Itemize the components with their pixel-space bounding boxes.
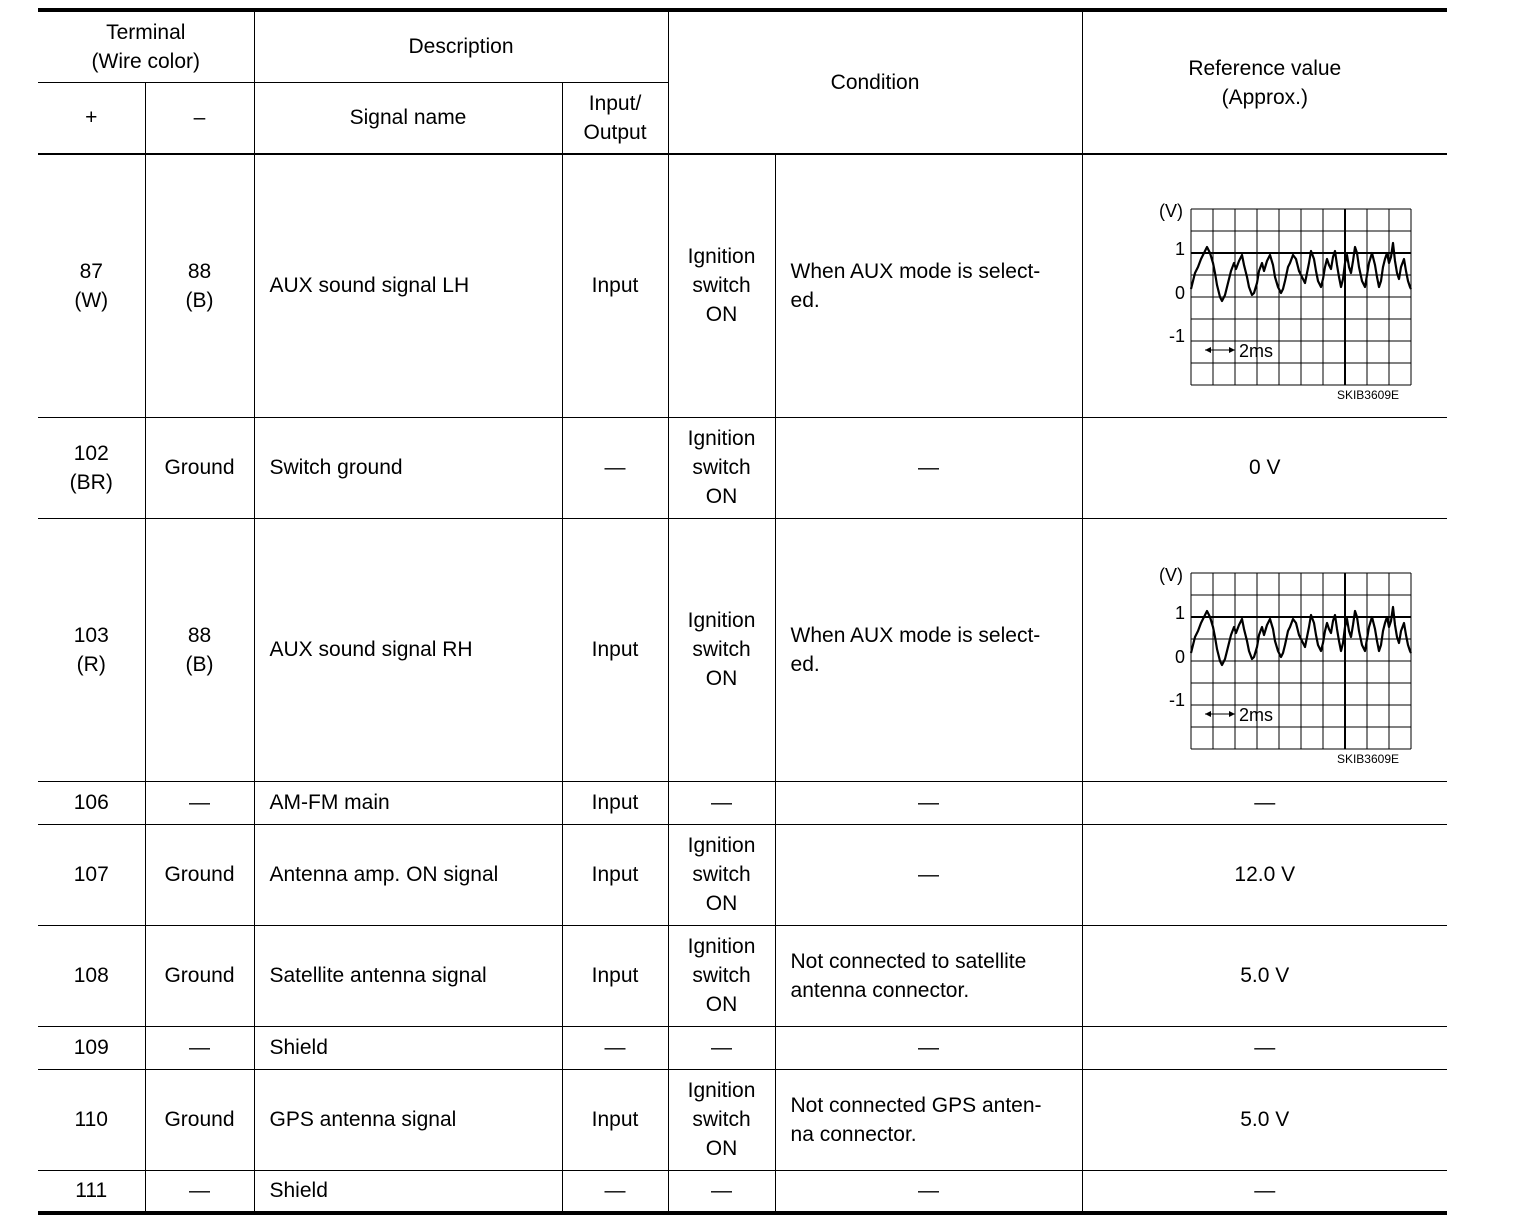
input-output: Input [562, 925, 668, 1026]
condition-line: When AUX mode is select- [790, 259, 1041, 283]
condition-line: switch [692, 1108, 751, 1131]
reference-value: — [1082, 781, 1447, 824]
condition-line: antenna connector. [790, 978, 970, 1002]
condition-line: Ignition [687, 427, 756, 450]
condition-detail: — [775, 1026, 1082, 1069]
input-output: Input [562, 154, 668, 417]
reference-value: 5.0 V [1082, 925, 1447, 1026]
minus-header: – [145, 82, 254, 154]
wire-color: (BR) [69, 470, 113, 494]
reference-value-label: Reference value [1188, 56, 1342, 80]
condition-line: ed. [790, 288, 820, 312]
condition-line: na connector. [790, 1122, 917, 1146]
signal-name: Antenna amp. ON signal [254, 824, 562, 925]
arrow-right-icon [1229, 347, 1235, 353]
arrow-right-icon [1229, 711, 1235, 717]
reference-value: 5.0 V [1082, 1069, 1447, 1170]
terminal-number: 103 [73, 623, 109, 647]
terminal-minus: — [145, 1026, 254, 1069]
condition-line: ON [705, 892, 738, 915]
input-output: Input [562, 824, 668, 925]
condition-line: When AUX mode is select- [790, 623, 1041, 647]
terminal-plus [38, 154, 145, 417]
terminal-plus: 110 [38, 1069, 145, 1170]
terminal-plus: 108 [38, 925, 145, 1026]
table-row [38, 154, 1447, 417]
period-label: 2ms [1238, 705, 1273, 725]
condition-line: ON [705, 1137, 738, 1160]
y-tick-label: 1 [1174, 239, 1185, 260]
reference-value: — [1082, 1170, 1447, 1213]
terminal-number: 88 [187, 623, 212, 647]
terminal-minus: Ground [145, 925, 254, 1026]
condition-header: Condition [668, 10, 1082, 154]
condition-detail [775, 925, 1082, 1026]
condition-switch: — [668, 1026, 775, 1069]
condition-line: switch [692, 964, 751, 987]
condition-line: Ignition [687, 245, 756, 269]
terminal-minus: Ground [145, 417, 254, 518]
plus-header: + [38, 82, 145, 154]
condition-switch: — [668, 1170, 775, 1213]
condition-line: ON [705, 667, 738, 690]
terminal-minus: Ground [145, 1069, 254, 1170]
reference-value [1082, 154, 1447, 417]
condition-line: Not connected to satellite [790, 949, 1027, 973]
condition-line: Ignition [687, 609, 756, 632]
condition-line: Ignition [687, 935, 756, 958]
condition-detail [775, 154, 1082, 417]
wire-color: (B) [185, 652, 214, 676]
table-row [38, 1170, 1447, 1213]
condition-line: Ignition [687, 1079, 756, 1102]
input-output: Input [562, 781, 668, 824]
description-header: Description [254, 10, 668, 82]
condition-line: switch [692, 863, 751, 886]
condition-switch [668, 925, 775, 1026]
y-unit-label: (V) [1158, 565, 1183, 585]
signal-name-header: Signal name [254, 82, 562, 154]
table-row [38, 824, 1447, 925]
wire-color: (B) [185, 288, 214, 312]
output-label: Output [583, 120, 647, 144]
signal-name: GPS antenna signal [254, 1069, 562, 1170]
input-output: Input [562, 518, 668, 781]
condition-detail: — [775, 1170, 1082, 1213]
condition-line: ON [705, 303, 738, 327]
condition-line: Not connected GPS anten- [790, 1093, 1042, 1117]
table-row [38, 925, 1447, 1026]
arrow-left-icon [1205, 347, 1211, 353]
table-row [38, 1069, 1447, 1170]
period-label: 2ms [1238, 341, 1273, 362]
condition-detail: — [775, 417, 1082, 518]
signal-name: Switch ground [254, 417, 562, 518]
signal-name: AUX sound signal RH [254, 518, 562, 781]
condition-line: switch [692, 456, 751, 479]
input-output-header [562, 82, 668, 154]
reference-value [1082, 518, 1447, 781]
wire-color: (R) [76, 652, 106, 676]
table-row [38, 417, 1447, 518]
condition-switch: — [668, 781, 775, 824]
condition-line: switch [692, 274, 751, 298]
terminal-plus: 109 [38, 1026, 145, 1069]
reference-value: 12.0 V [1082, 824, 1447, 925]
waveform-graph [1115, 163, 1415, 408]
condition-line: ON [705, 485, 738, 508]
y-tick-label: -1 [1168, 690, 1185, 710]
y-tick-label: 1 [1174, 603, 1185, 623]
terminal-plus: 111 [38, 1170, 145, 1213]
table-row [38, 1026, 1447, 1069]
signal-name: AUX sound signal LH [254, 154, 562, 417]
signal-name: Satellite antenna signal [254, 925, 562, 1026]
condition-switch [668, 417, 775, 518]
terminal-label: Terminal [106, 20, 186, 44]
condition-switch [668, 1069, 775, 1170]
reference-value: — [1082, 1026, 1447, 1069]
condition-line: switch [692, 638, 751, 661]
condition-switch [668, 824, 775, 925]
terminal-plus [38, 417, 145, 518]
terminal-number: 102 [73, 441, 109, 465]
signal-name: AM-FM main [254, 781, 562, 824]
signal-name: Shield [254, 1170, 562, 1213]
terminal-plus [38, 518, 145, 781]
condition-detail: — [775, 824, 1082, 925]
input-output: — [562, 1026, 668, 1069]
y-tick-label: 0 [1174, 283, 1185, 304]
figure-id: SKIB3609E [1336, 752, 1399, 766]
terminal-minus [145, 154, 254, 417]
y-tick-label: 0 [1174, 647, 1185, 667]
condition-line: Ignition [687, 834, 756, 857]
terminal-reference-table [38, 8, 1447, 1215]
y-tick-label: -1 [1168, 326, 1185, 347]
arrow-left-icon [1205, 711, 1211, 717]
condition-line: ON [705, 993, 738, 1016]
terminal-minus [145, 518, 254, 781]
table-row [38, 781, 1447, 824]
reference-value: 0 V [1082, 417, 1447, 518]
input-label: Input/ [588, 91, 642, 115]
input-output: Input [562, 1069, 668, 1170]
terminal-plus: 106 [38, 781, 145, 824]
condition-detail: — [775, 781, 1082, 824]
terminal-header [38, 10, 254, 82]
approx-label: (Approx.) [1221, 85, 1308, 109]
y-unit-label: (V) [1158, 201, 1183, 222]
terminal-plus: 107 [38, 824, 145, 925]
condition-detail [775, 518, 1082, 781]
terminal-minus: — [145, 781, 254, 824]
input-output: — [562, 417, 668, 518]
input-output: — [562, 1170, 668, 1213]
condition-line: ed. [790, 652, 820, 676]
terminal-minus: Ground [145, 824, 254, 925]
condition-detail [775, 1069, 1082, 1170]
figure-id: SKIB3609E [1336, 388, 1399, 403]
condition-switch [668, 154, 775, 417]
waveform-graph [1115, 527, 1415, 772]
wire-color: (W) [74, 288, 109, 312]
terminal-number: 87 [79, 259, 103, 283]
reference-value-header [1082, 10, 1447, 154]
signal-name: Shield [254, 1026, 562, 1069]
wire-color-label: (Wire color) [91, 49, 200, 73]
terminal-number: 88 [187, 259, 212, 283]
condition-switch [668, 518, 775, 781]
table-row [38, 518, 1447, 781]
terminal-minus: — [145, 1170, 254, 1213]
